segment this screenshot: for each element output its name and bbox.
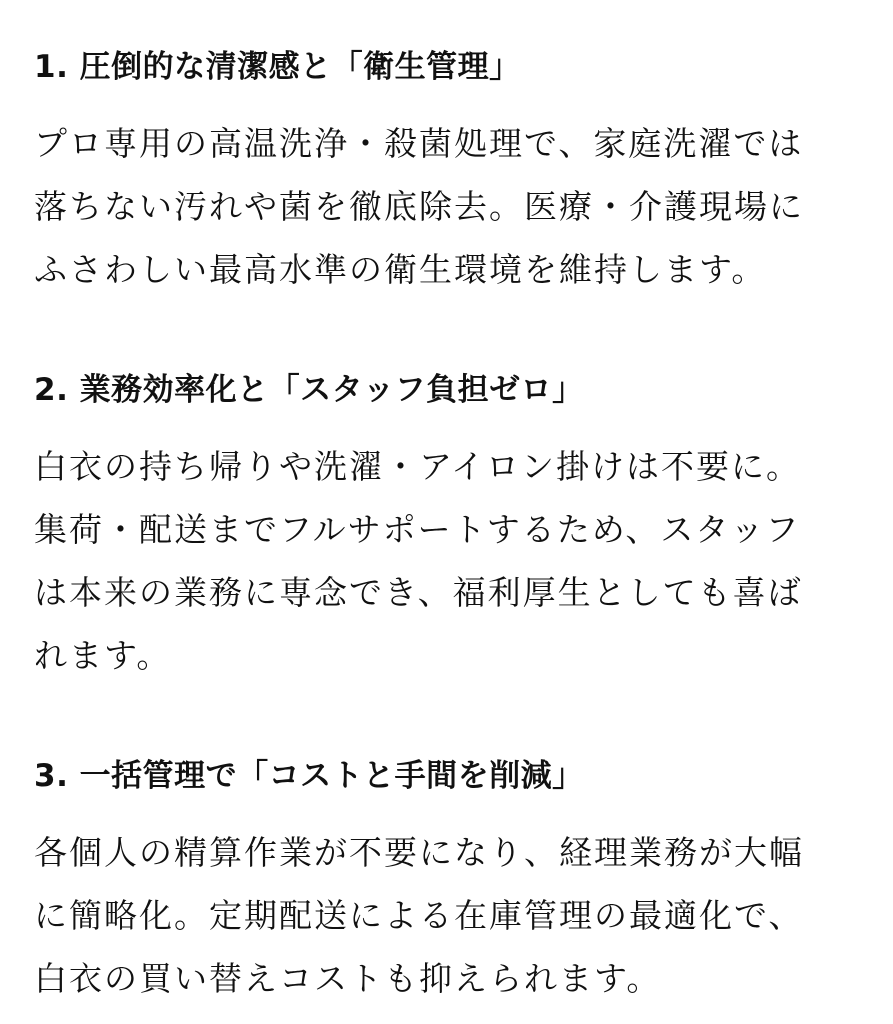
section-cost	[34, 753, 859, 1010]
body-line: 落ちない汚れや菌を徹底除去。医療・介護現場に	[34, 187, 804, 226]
body-line: 白衣の買い替えコストも抑えられます。	[34, 959, 662, 998]
body-line: プロ専用の高温洗浄・殺菌処理で、家庭洗濯では	[34, 124, 804, 163]
body-line: れます。	[34, 636, 172, 675]
section-efficiency	[34, 367, 859, 687]
section-hygiene	[34, 44, 859, 301]
body-line: に簡略化。定期配送による在庫管理の最適化で、	[34, 896, 804, 935]
body-line: 白衣の持ち帰りや洗濯・アイロン掛けは不要に。	[34, 447, 802, 486]
section-heading: 3. 一括管理で「コストと手間を削減」	[34, 758, 584, 794]
section-heading: 1. 圧倒的な清潔感と「衛生管理」	[34, 49, 521, 85]
section-body	[34, 821, 859, 1010]
section-body	[34, 112, 859, 301]
body-line: ふさわしい最高水準の衛生環境を維持します。	[34, 250, 767, 289]
body-line: 集荷・配送までフルサポートするため、スタッフ	[34, 510, 801, 549]
body-line: 各個人の精算作業が不要になり、経理業務が大幅	[34, 833, 804, 872]
section-heading: 2. 業務効率化と「スタッフ負担ゼロ」	[34, 372, 584, 408]
body-line: は本来の業務に専念でき、福利厚生としても喜ば	[34, 573, 803, 612]
section-body	[34, 435, 859, 687]
